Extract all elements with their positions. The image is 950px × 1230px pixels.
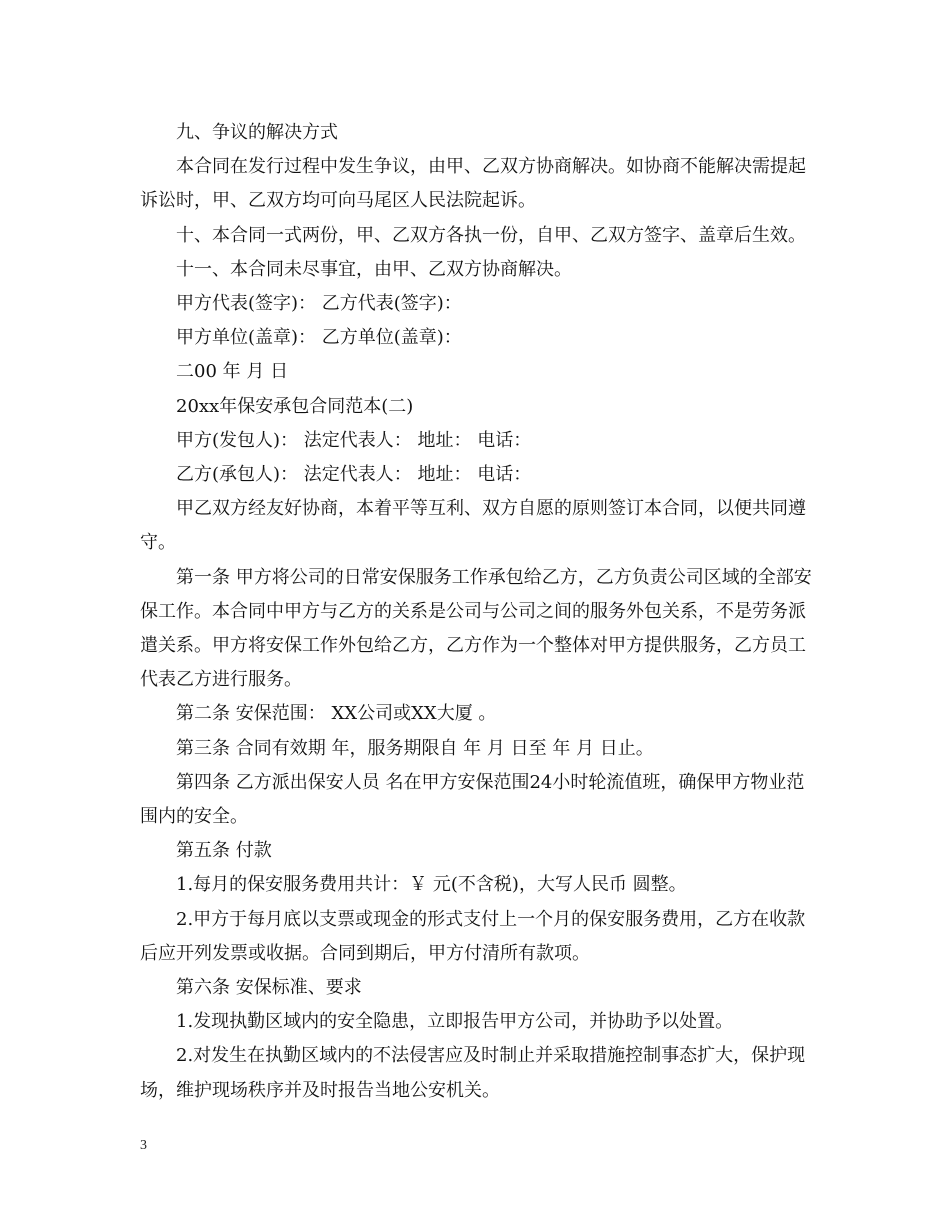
document-body bbox=[140, 116, 812, 1108]
heading-dispute-resolution: 九、争议的解决方式 bbox=[176, 122, 338, 143]
contract-title: 20xx年保安承包合同范本(二) bbox=[176, 395, 414, 417]
signature-date: 二00 年 月 日 bbox=[176, 361, 289, 383]
article-6-item-1: 1.发现执勤区域内的安全隐患，立即报告甲方公司，并协助予以处置。 bbox=[176, 1011, 734, 1033]
signature-units: 甲方单位(盖章)： 乙方单位(盖章)： bbox=[176, 327, 462, 349]
party-b-info: 乙方(承包人)： 法定代表人： 地址： 电话： bbox=[176, 464, 532, 486]
article-5-heading: 第五条 付款 bbox=[176, 840, 272, 862]
article-5-item-2: 2.甲方于每月底以支票或现金的形式支付上一个月的保安服务费用，乙方在收款后应开列发票或收据。合同到期后，甲方付清所有款项。 bbox=[140, 908, 806, 964]
party-a-info: 甲方(发包人)： 法定代表人： 地址： 电话： bbox=[176, 429, 532, 451]
article-2: 第二条 安保范围： XX公司或XX大厦 。 bbox=[176, 703, 497, 725]
paragraph-dispute: 本合同在发行过程中发生争议，由甲、乙双方协商解决。如协商不能解决需提起诉讼时，甲、乙双方均可向马尾区人民法院起诉。 bbox=[140, 156, 806, 212]
article-6-item-2: 2.对发生在执勤区域内的不法侵害应及时制止并采取措施控制事态扩大，保护现场，维护现场秩序并及时报告当地公安机关。 bbox=[140, 1045, 806, 1101]
paragraph-preamble: 甲乙双方经友好协商，本着平等互利、双方自愿的原则签订本合同，以便共同遵守。 bbox=[140, 498, 806, 554]
article-1: 第一条 甲方将公司的日常安保服务工作承包给乙方，乙方负责公司区域的全部安保工作。本合同中甲方与乙方的关系是公司与公司之间的服务外包关系，不是劳务派遣关系。甲方将安保工作外包给乙方，乙方作为一个整体对甲方提供服务，乙方员工代表乙方进行服务。 bbox=[140, 566, 812, 691]
paragraph-unresolved-matters: 十一、本合同未尽事宜，由甲、乙双方协商解决。 bbox=[176, 258, 572, 280]
article-5-item-1: 1.每月的保安服务费用共计：￥ 元(不含税)，大写人民币 圆整。 bbox=[176, 874, 687, 896]
article-6-heading: 第六条 安保标准、要求 bbox=[176, 977, 362, 999]
article-4: 第四条 乙方派出保安人员 名在甲方安保范围24小时轮流值班，确保甲方物业范围内的安全。 bbox=[140, 771, 805, 828]
page-number: 3 bbox=[140, 1138, 147, 1153]
article-3: 第三条 合同有效期 年，服务期限自 年 月 日至 年 月 日止。 bbox=[176, 737, 654, 759]
signature-representatives: 甲方代表(签字)： 乙方代表(签字)： bbox=[176, 293, 462, 315]
paragraph-copies: 十、本合同一式两份，甲、乙双方各执一份，自甲、乙双方签字、盖章后生效。 bbox=[176, 224, 806, 246]
